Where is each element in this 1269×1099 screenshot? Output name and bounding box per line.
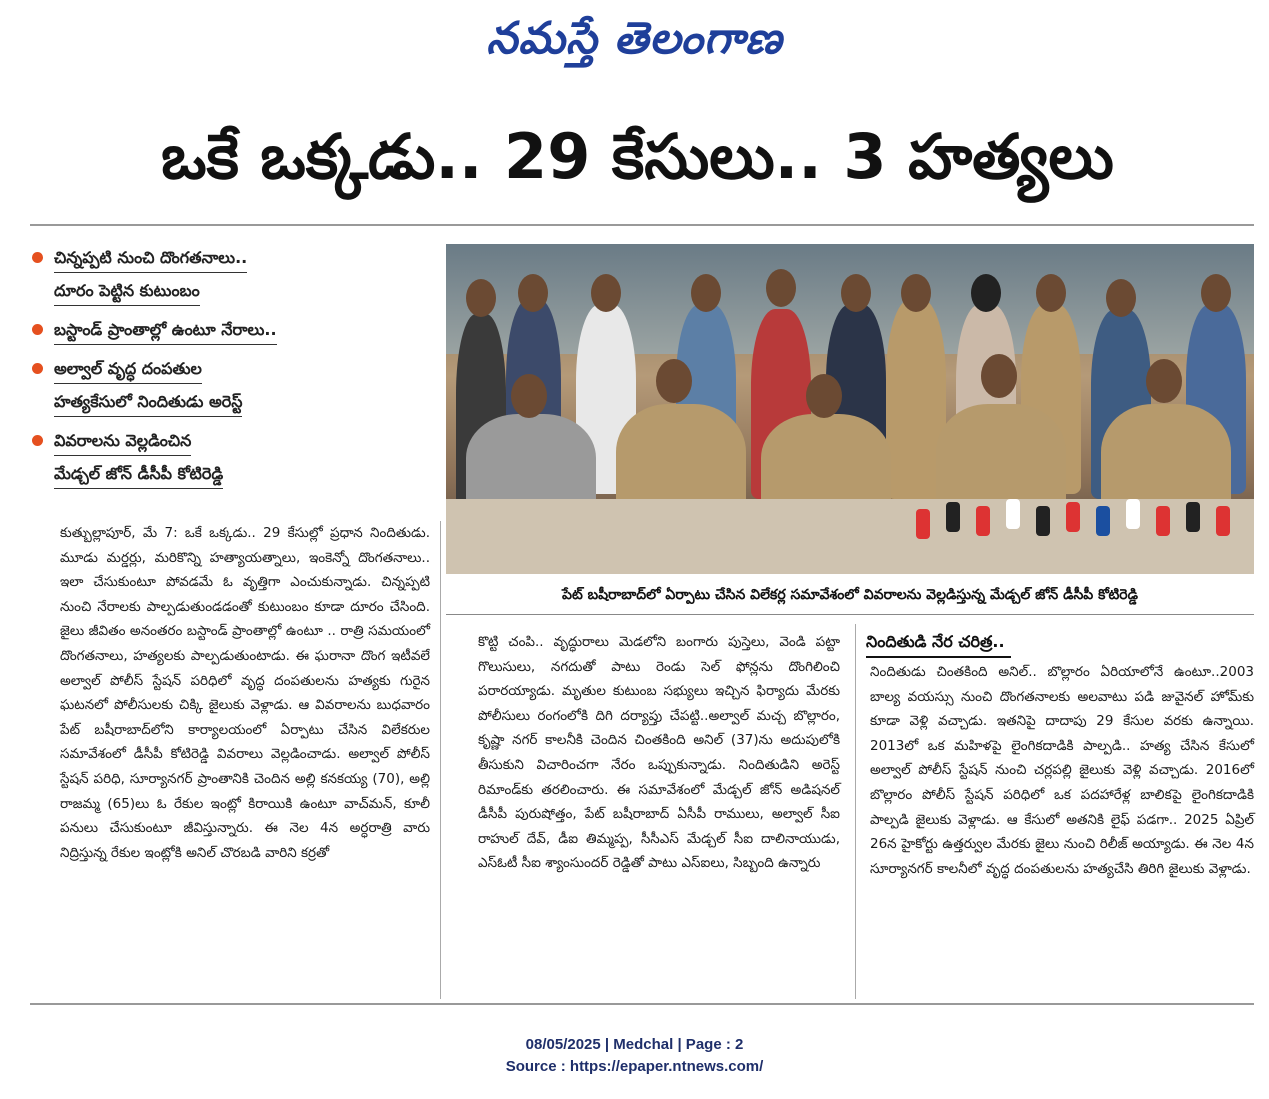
article-paragraph: నిందితుడు చింతకింది అనిల్.. బొల్లారం ఏరియాలోనే ఉంటూ..2003 బాల్య వయస్సు నుంచి దొంగతనాలకు అలవాటు పడి జువైనల్ హోమ్‌కు కూడా వెళ్లి వచ్చాడు. ఇతనిపై దాదాపు 29 కేసుల వరకు ఉన్నాయి. 2013లో ఒక మహిళపై లైంగికదాడికి పాల్పడి.. హత్య చేసిన కేసులో అల్వాల్ పోలీస్ స్టేషన్ నుంచి చర్లపల్లి జైలుకు వెళ్లి వచ్చాడు. 2016లో బొల్లారం పోలీస్ స్టేషన్ పరిధిలో ఒక పదహారేళ్ల బాలికపై లైంగికదాడికి పాల్పడి జైలుకు వెళ్లాడు. ఆ కేసులో అతనికి లైఫ్ పడగా.. 2025 ఏప్రిల్ 26న హైకోర్టు ఉత్తర్వుల మేరకు జైలు నుంచి రిలీజ్ అయ్యాడు. ఈ నెల 4న సూర్యానగర్ కాలనీలో వృద్ధ దంపతులను హత్యచేసి తిరిగి జైలుకు వెళ్లాడు. (870, 664, 1254, 877)
headline: ఒకే ఒక్కడు.. 29 కేసులు.. 3 హత్యలు (161, 120, 1114, 193)
photo-head (971, 274, 1001, 312)
photo-head (511, 374, 547, 418)
bullet-line: హత్యకేసులో నిందితుడు అరెస్ట్ (54, 388, 242, 417)
article-paragraph: కుత్బుల్లాపూర్, మే 7: ఒకే ఒక్కడు.. 29 కేసుల్లో ప్రధాన నిందితుడు. మూడు మర్డర్లు, మరికొన్ని హత్యాయత్నాలు, ఇంకెన్నో దొంగతనాలు.. ఇలా చేసుకుంటూ పోవడమే ఓ వృత్తిగా ఎంచుకున్నాడు. చిన్నప్పటి నుంచి నేరాలకు పాల్పడుతుండడంతో కుటుంబం కూడా దూరం చేసింది. జైలు జీవితం అనంతరం బస్టాండ్ ప్రాంతాల్లో ఉంటూ .. రాత్రి సమయంలో దొంగతనాలు, హత్యలకు పాల్పడుతుంటాడు. ఈ ఘరానా దొంగ ఇటీవలే అల్వాల్ పోలీస్ స్టేషన్ పరిధిలో వృద్ధ దంపతులను హత్యకు గురైన ఘటనలో పోలీసులకు చిక్కి జైలుకు వెళ్లాడు. ఆ వివరాలను బుధవారం పేట్ బషీరాబాద్‌లోని కార్యాలయంలో ఏర్పాటు చేసిన విలేకరుల సమావేశంలో డీసీపీ కోటిరెడ్డి వివరాలు వెల్లడించాడు. అల్వాల్ పోలీస్ స్టేషన్ పరిధి, సూర్యానగర్ ప్రాంతానికి చెందిన అల్లి కనకయ్య (70), అల్లి రాజమ్మ (65)లు ఓ రేకుల ఇంట్లో కిరాయికి ఉంటూ వాచ్‌మన్, కూలీ పనులు చేసుకుంటూ జీవిస్తున్నారు. ఈ నెల 4న అర్ధరాత్రి వారు నిద్రిస్తున్న రేకుల ఇంట్లోకి అనిల్ చొరబడి వారిని కర్రతో (60, 525, 430, 861)
microphone-icon (1186, 502, 1200, 532)
bullet-dot-icon (32, 363, 43, 374)
bullet-item (30, 244, 375, 310)
microphone-icon (1066, 502, 1080, 532)
microphone-icon (1156, 506, 1170, 536)
caption-divider (446, 614, 1254, 615)
headline-divider (30, 224, 1254, 226)
bullet-line: అల్వాల్ వృద్ధ దంపతుల (54, 355, 202, 384)
bullet-dot-icon (32, 435, 43, 446)
bullet-dot-icon (32, 252, 43, 263)
photo-head (981, 354, 1017, 398)
photo-head (806, 374, 842, 418)
photo-head (1201, 274, 1231, 312)
microphone-icon (1126, 499, 1140, 529)
photo-head (1146, 359, 1182, 403)
masthead-title: నమస్తే తెలంగాణ (486, 13, 783, 64)
newspaper-masthead (0, 8, 1269, 70)
microphone-icon (976, 506, 990, 536)
photo-head (591, 274, 621, 312)
sidebar-heading: నిందితుడి నేర చరిత్ర.. (866, 628, 1011, 658)
article-column-3 (870, 660, 1254, 881)
photo-head (518, 274, 548, 312)
bottom-divider (30, 1003, 1254, 1005)
microphone-icon (1096, 506, 1110, 536)
column-divider (855, 624, 856, 999)
bullet-line: మేడ్చల్ జోన్ డీసీపీ కోటిరెడ్డి (54, 460, 223, 489)
bullet-dot-icon (32, 324, 43, 335)
microphone-icon (916, 509, 930, 539)
photo-head (1036, 274, 1066, 312)
microphone-icon (1006, 499, 1020, 529)
photo-head (656, 359, 692, 403)
article-column-1 (60, 521, 430, 865)
article-column-2 (478, 630, 840, 876)
photo-head (901, 274, 931, 312)
article-paragraph: కొట్టి చంపి.. వృద్ధురాలు మెడలోని బంగారు పుస్తెలు, వెండి పట్టా గొలుసులు, నగదుతో పాటు రెండు సెల్ ఫోన్లను దొంగిలించి పరారయ్యాడు. మృతుల కుటుంబ సభ్యులు ఇచ్చిన ఫిర్యాదు మేరకు పోలీసులు రంగంలోకి దిగి దర్యాప్తు చేపట్టి..అల్వాల్ మచ్చ బొల్లారం, కృష్ణా నగర్ కాలనీకి చెందిన చింతకింది అనిల్ (37)ను అదుపులోకి తీసుకుని విచారించగా నేరం ఒప్పుకున్నాడు. నిందితుడిని అరెస్ట్ రిమాండ్‌కు తరలించారు. ఈ సమావేశంలో మేడ్చల్ జోన్ అడిషనల్ డీసీపీ పురుషోత్తం, పేట్ బషీరాబాద్ ఏసీపీ రాములు, అల్వాల్ సీఐ రాహుల్ దేవ్, డీఐ తిమ్మప్ప, సీసీఎస్ మేడ్చల్ సీఐ దాలినాయుడు, ఎస్ఓటీ సీఐ శ్యాంసుందర్ రెడ్డితో పాటు ఎస్ఐలు, సిబ్బంది ఉన్నారు (478, 634, 840, 872)
footer-date-page: 08/05/2025 | Medchal | Page : 2 (525, 1036, 744, 1053)
photo-head (691, 274, 721, 312)
photo-head (466, 279, 496, 317)
press-conference-photo (446, 244, 1254, 574)
bullet-item (30, 427, 375, 493)
column-divider (440, 521, 441, 999)
photo-caption: పేట్ బషీరాబాద్‌లో ఏర్పాటు చేసిన విలేకర్ల సమావేశంలో వివరాలను వెల్లడిస్తున్న మేడ్చల్ జోన్ డీసీపీ కోటిరెడ్డి (562, 587, 1138, 603)
microphone-icon (946, 502, 960, 532)
photo-head (766, 269, 796, 307)
bullet-item (30, 355, 375, 421)
bullet-line: బస్టాండ్ ప్రాంతాల్లో ఉంటూ నేరాలు.. (54, 316, 277, 345)
photo-head (841, 274, 871, 312)
bullet-item (30, 316, 375, 349)
photo-head (1106, 279, 1136, 317)
microphone-icon (1216, 506, 1230, 536)
microphone-icon (1036, 506, 1050, 536)
highlight-bullets (30, 244, 375, 499)
footer-source: Source : https://epaper.ntnews.com/ (505, 1058, 764, 1075)
bullet-line: వివరాలను వెల్లడించిన (54, 427, 191, 456)
bullet-line: దూరం పెట్టిన కుటుంబం (54, 277, 200, 306)
bullet-line: చిన్నప్పటి నుంచి దొంగతనాలు.. (54, 244, 247, 273)
